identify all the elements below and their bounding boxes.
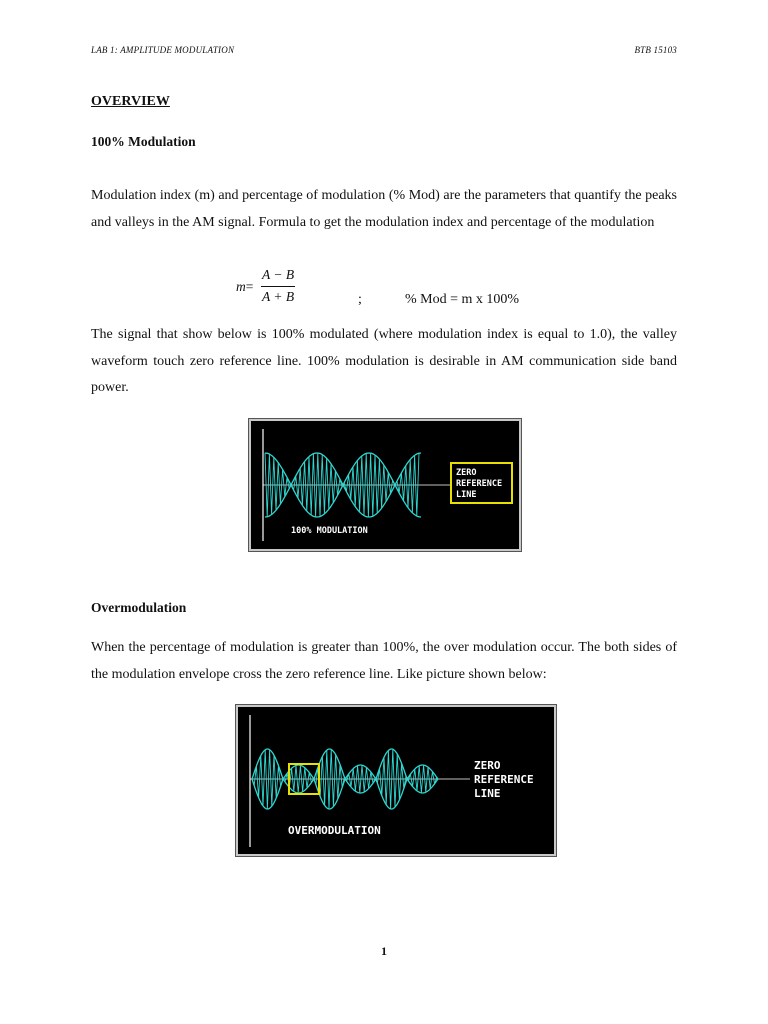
paragraph-overmodulation: When the percentage of modulation is greater than 100%, the over modulation occur. The both sides of the modulation envelope cross the zero reference line. Like picture shown below: xyxy=(91,640,677,682)
section-heading-overmodulation: Overmodulation xyxy=(91,600,187,615)
zero-label: ZERO xyxy=(456,468,477,478)
formula-percent-mod: % Mod = m x 100% xyxy=(405,292,520,307)
overview-heading: OVERVIEW xyxy=(91,94,170,109)
formula-lhs: m= xyxy=(236,279,254,294)
envelope-top xyxy=(252,749,438,779)
page-number: 1 xyxy=(381,944,387,958)
figure-caption-100-modulation: 100% MODULATION xyxy=(291,526,368,536)
fraction-bar xyxy=(261,286,295,287)
modulated-carrier-wave xyxy=(265,453,421,517)
envelope-bottom xyxy=(265,485,421,517)
envelope-top xyxy=(265,453,421,485)
header-left: LAB 1: AMPLITUDE MODULATION xyxy=(91,45,235,55)
paragraph-modulation-index: Modulation index (m) and percentage of modulation (% Mod) are the parameters that quantify the peaks and valleys in the AM signal. Formula to get the modulation index and percentage of the modulation xyxy=(91,188,677,230)
line-label: LINE xyxy=(474,787,501,800)
figure-100-modulation xyxy=(249,419,521,551)
paragraph-100-modulated: The signal that show below is 100% modulated (where modulation index is equal to 1.0), the valley waveform touch zero reference line. 100% modulation is desirable in AM communication side band power. xyxy=(91,327,677,395)
reference-label: REFERENCE xyxy=(456,479,503,489)
formula-separator: ; xyxy=(358,292,362,307)
formula-denominator: A + B xyxy=(262,289,295,304)
header-right: BTB 15103 xyxy=(634,45,677,55)
section-heading-100-modulation: 100% Modulation xyxy=(91,134,196,149)
waveform-overmodulation xyxy=(238,707,554,854)
zero-label: ZERO xyxy=(474,759,501,772)
figure-overmodulation xyxy=(236,705,556,856)
waveform-100-modulation xyxy=(251,421,519,549)
formula-numerator: A − B xyxy=(262,267,295,282)
reference-label: REFERENCE xyxy=(474,773,534,786)
figure-caption-overmodulation: OVERMODULATION xyxy=(288,824,381,837)
line-label: LINE xyxy=(456,490,477,500)
